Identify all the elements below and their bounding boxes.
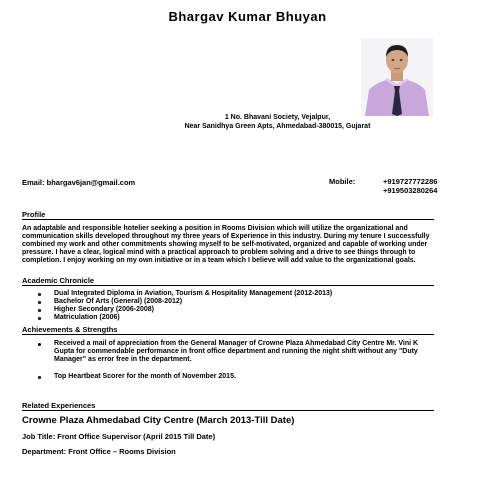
address-line-1: 1 No. Bhavani Society, Vejalpur,: [224, 114, 331, 121]
email-label: Email:: [22, 178, 45, 187]
address-line-2: Near Sanidhya Green Apts, Ahmedabad-380015, Gujarat: [184, 122, 371, 130]
academic-list: [38, 290, 434, 322]
list-item: Bachelor Of Arts (General) (2008-2012): [38, 298, 434, 306]
list-item: Higher Secondary (2006-2008): [38, 306, 434, 314]
email-address[interactable]: bhargav6jan@gmail.com: [46, 178, 136, 187]
list-item: Top Heartbeat Scorer for the month of November 2015.: [38, 373, 434, 381]
job-title: Job Title: Front Office Supervisor (April 2015 Till Date): [22, 432, 216, 441]
address-block: [90, 114, 465, 131]
list-item: Received a mail of appreciation from the General Manager of Crowne Plaza Ahmedabad City Centre Mr. Vini K Gupta for commendable performance in front office department and running the night shift without any "Duty Manager" as error free in the department.: [38, 340, 434, 364]
profile-text: An adaptable and responsible hotelier seeking a position in Rooms Division which will utilize the organizational and communication skills developed throughout my three years of Experience in this industry. During my tenure I successfully combined my work and other commitments showing myself to be self-motivated, organized and capable of working under pressure. I have a clear, logical mind with a practical approach to problem solving and a drive to see things through to completion. I enjoy working on my own initiative or in a team which I believe will add value to the organizational goals.: [22, 225, 430, 265]
achievements-heading: Achievements & Strengths: [22, 325, 118, 334]
email-contact: [22, 178, 135, 187]
department: Department: Front Office – Rooms Division: [22, 447, 176, 456]
mobile-contact: [329, 178, 437, 195]
experience-heading: Related Experiences: [22, 401, 96, 410]
academic-heading: Academic Chronicle: [22, 276, 95, 285]
list-item: Dual Integrated Diploma in Aviation, Tourism & Hospitality Management (2012-2013): [38, 290, 434, 298]
person-photo-icon: [361, 38, 433, 116]
achievements-divider: [22, 334, 434, 335]
mobile-label: Mobile:: [329, 177, 356, 186]
bullet-icon: [38, 317, 41, 320]
bullet-icon: [38, 301, 41, 304]
mobile-number-2: +919503280264: [383, 185, 438, 195]
bullet-icon: [38, 293, 41, 296]
list-item: Matriculation (2006): [38, 314, 434, 322]
mobile-number-1: +919727772286: [383, 177, 438, 186]
profile-divider: [22, 219, 434, 220]
candidate-name: Bhargav Kumar Bhuyan: [168, 9, 327, 24]
achievements-list: [38, 340, 434, 390]
company-title: Crowne Plaza Ahmedabad City Centre (March 2013-Till Date): [22, 415, 295, 426]
bullet-icon: [38, 376, 41, 379]
profile-photo: [361, 38, 433, 116]
bullet-icon: [38, 343, 41, 346]
experience-divider: [22, 410, 434, 411]
academic-divider: [22, 285, 434, 286]
profile-heading: Profile: [22, 210, 46, 219]
bullet-icon: [38, 309, 41, 312]
